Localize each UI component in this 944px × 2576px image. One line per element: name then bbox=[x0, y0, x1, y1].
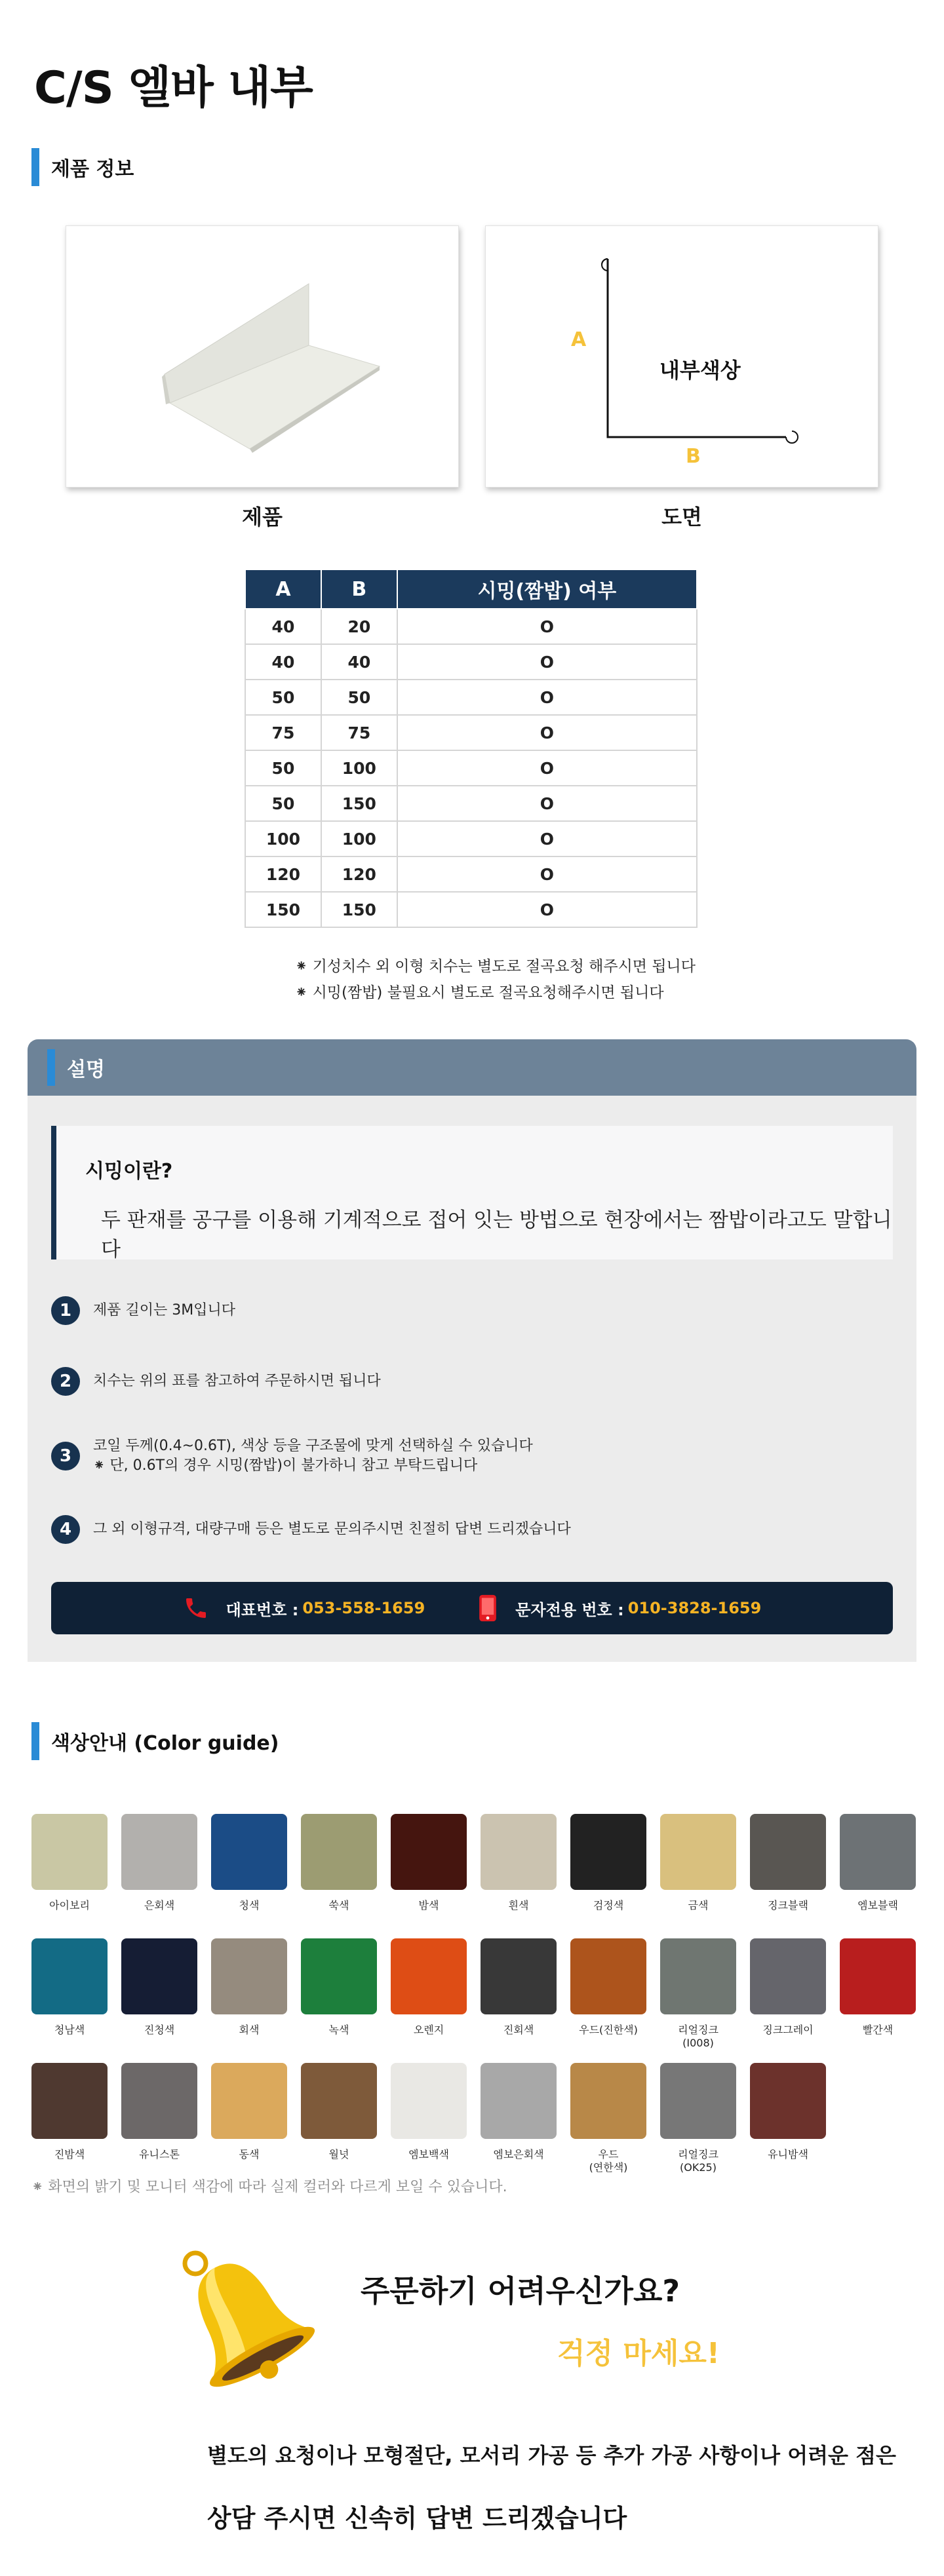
color-swatch-label: 엠보백색 bbox=[408, 2148, 449, 2161]
color-swatch bbox=[31, 1938, 108, 2037]
product-image-card bbox=[66, 225, 459, 488]
color-swatch-label: 동색 bbox=[239, 2148, 260, 2161]
cell-siming: O bbox=[397, 856, 697, 892]
table-row bbox=[245, 892, 697, 927]
color-swatch bbox=[31, 2063, 108, 2161]
color-swatch-chip bbox=[660, 1814, 736, 1890]
cell-siming: O bbox=[397, 609, 697, 644]
section-title: 설명 bbox=[67, 1058, 105, 1081]
color-swatch-label: 밤색 bbox=[418, 1899, 439, 1912]
color-swatch bbox=[481, 1814, 557, 1912]
step-text bbox=[93, 1372, 381, 1391]
color-swatch-label: 검정색 bbox=[593, 1899, 624, 1912]
color-swatch bbox=[481, 1938, 557, 2037]
step-number: 1 bbox=[51, 1296, 80, 1325]
cell-b: 20 bbox=[321, 609, 397, 644]
color-swatch-label: 징크그레이 bbox=[762, 2024, 814, 2036]
cell-a: 150 bbox=[245, 892, 321, 927]
color-swatch-label: 진회색 bbox=[503, 2024, 534, 2036]
drawing-label-b: B bbox=[686, 445, 701, 468]
cta-line-1: 별도의 요청이나 모형절단, 모서리 가공 등 추가 가공 사항이나 어려운 점은 bbox=[207, 2443, 896, 2468]
cta-line-2: 상담 주시면 신속히 답변 드리겠습니다 bbox=[207, 2504, 627, 2533]
color-swatch-chip bbox=[391, 2063, 467, 2139]
section-accent-bar bbox=[47, 1049, 55, 1086]
color-swatch bbox=[211, 1938, 287, 2037]
cell-a: 100 bbox=[245, 821, 321, 856]
cta-question: 주문하기 어려우신가요? bbox=[361, 2273, 680, 2309]
color-swatch-label: 회색 bbox=[239, 2024, 260, 2036]
color-swatch-chip bbox=[660, 1938, 736, 2014]
step-text bbox=[93, 1301, 235, 1320]
color-swatch-chip bbox=[121, 1814, 197, 1890]
cell-b: 150 bbox=[321, 892, 397, 927]
table-row bbox=[245, 609, 697, 644]
product-caption: 제품 bbox=[242, 505, 283, 529]
table-row bbox=[245, 680, 697, 715]
section-accent-bar bbox=[31, 1722, 39, 1760]
cell-a: 120 bbox=[245, 856, 321, 892]
color-swatch bbox=[750, 1814, 826, 1912]
step-text bbox=[93, 1436, 533, 1476]
step-item bbox=[51, 1515, 571, 1544]
contact-bar bbox=[51, 1582, 893, 1634]
color-swatch bbox=[660, 1814, 736, 1912]
step-item bbox=[51, 1367, 381, 1396]
color-swatch-label: 리얼징크 (I008) bbox=[678, 2024, 718, 2049]
color-swatch-label: 유니밤색 bbox=[768, 2148, 808, 2161]
cta-answer: 걱정 마세요! bbox=[557, 2337, 720, 2370]
color-swatch-label: 리얼징크 (OK25) bbox=[678, 2148, 718, 2174]
color-swatch-chip bbox=[121, 2063, 197, 2139]
table-row bbox=[245, 750, 697, 786]
color-swatch-chip bbox=[301, 1814, 377, 1890]
color-swatch-chip bbox=[391, 1938, 467, 2014]
color-swatch-label: 유니스톤 bbox=[139, 2148, 180, 2161]
color-swatch bbox=[121, 1814, 197, 1912]
color-swatch bbox=[840, 1938, 916, 2037]
color-swatch-chip bbox=[481, 1938, 557, 2014]
drawing-caption: 도면 bbox=[661, 505, 702, 529]
cell-b: 75 bbox=[321, 715, 397, 750]
drawing-label-a: A bbox=[571, 328, 587, 351]
color-swatch-chip bbox=[481, 1814, 557, 1890]
cell-b: 100 bbox=[321, 821, 397, 856]
siming-text: 두 판재를 공구를 이용해 기계적으로 접어 잇는 방법으로 현장에서는 짬밥이라고도 말합니다 bbox=[101, 1208, 892, 1261]
cell-siming: O bbox=[397, 715, 697, 750]
contact-sms-value: 010-3828-1659 bbox=[627, 1599, 762, 1617]
color-swatch-chip bbox=[750, 1938, 826, 2014]
section-title: 색상안내 (Color guide) bbox=[51, 1732, 279, 1755]
color-swatch-label: 녹색 bbox=[328, 2024, 349, 2036]
step-text bbox=[93, 1520, 571, 1539]
color-swatch-label: 금색 bbox=[688, 1899, 709, 1912]
color-swatch bbox=[211, 1814, 287, 1912]
section-title: 제품 정보 bbox=[51, 158, 134, 181]
description-header bbox=[28, 1039, 916, 1096]
spec-notes bbox=[295, 953, 696, 1006]
color-swatch-label: 우드 (연한색) bbox=[589, 2148, 628, 2174]
color-swatch-chip bbox=[211, 1814, 287, 1890]
cell-siming: O bbox=[397, 644, 697, 680]
table-row bbox=[245, 715, 697, 750]
color-swatch bbox=[211, 2063, 287, 2161]
color-swatch-label: 우드(진한색) bbox=[579, 2024, 638, 2036]
color-swatch-chip bbox=[660, 2063, 736, 2139]
product-image bbox=[66, 226, 460, 488]
color-swatch-chip bbox=[391, 1814, 467, 1890]
cell-siming: O bbox=[397, 750, 697, 786]
cell-a: 50 bbox=[245, 680, 321, 715]
color-swatch bbox=[750, 2063, 826, 2161]
color-swatch bbox=[301, 2063, 377, 2161]
cell-siming: O bbox=[397, 821, 697, 856]
color-swatch bbox=[750, 1938, 826, 2037]
color-swatch-chip bbox=[211, 2063, 287, 2139]
color-swatch-label: 청남색 bbox=[54, 2024, 85, 2036]
cell-b: 150 bbox=[321, 786, 397, 821]
color-swatch-label: 흰색 bbox=[508, 1899, 529, 1912]
table-row bbox=[245, 644, 697, 680]
color-swatch bbox=[840, 1814, 916, 1912]
color-swatch-chip bbox=[31, 1814, 108, 1890]
color-swatch bbox=[121, 2063, 197, 2161]
page-title: C/S 엘바 내부 bbox=[34, 62, 313, 114]
contact-phone[interactable] bbox=[183, 1595, 425, 1621]
spec-header-a: A bbox=[245, 569, 321, 609]
color-swatch-label: 쑥색 bbox=[328, 1899, 349, 1912]
spec-table-header-row bbox=[245, 569, 697, 609]
color-swatch-label: 진청색 bbox=[144, 2024, 175, 2036]
cell-a: 50 bbox=[245, 786, 321, 821]
color-swatch bbox=[481, 2063, 557, 2161]
step-line: 치수는 위의 표를 참고하여 주문하시면 됩니다 bbox=[93, 1373, 381, 1389]
color-swatch-chip bbox=[121, 1938, 197, 2014]
color-swatch bbox=[301, 1938, 377, 2037]
color-swatch-label: 아이보리 bbox=[49, 1899, 90, 1912]
drawing-card bbox=[485, 225, 878, 488]
spec-note: ⁕ 기성치수 외 이형 치수는 별도로 절곡요청 해주시면 됩니다 bbox=[295, 958, 696, 975]
cell-siming: O bbox=[397, 680, 697, 715]
color-disclaimer: ⁕ 화면의 밝기 및 모니터 색감에 따라 실제 컬러와 다르게 보일 수 있습니다. bbox=[31, 2179, 507, 2195]
mobile-icon bbox=[477, 1594, 498, 1623]
spec-note: ⁕ 시밍(짬밥) 불필요시 별도로 절곡요청해주시면 됩니다 bbox=[295, 984, 664, 1001]
contact-sms[interactable] bbox=[477, 1594, 761, 1623]
color-swatch-chip bbox=[840, 1938, 916, 2014]
color-swatch-chip bbox=[570, 2063, 646, 2139]
cell-b: 100 bbox=[321, 750, 397, 786]
step-number: 4 bbox=[51, 1515, 80, 1544]
color-swatch-label: 진밤색 bbox=[54, 2148, 85, 2161]
color-swatch bbox=[570, 1814, 646, 1912]
spec-table bbox=[245, 569, 698, 928]
step-line: 제품 길이는 3M입니다 bbox=[93, 1302, 235, 1318]
color-swatch-chip bbox=[301, 1938, 377, 2014]
color-swatch-label: 징크블랙 bbox=[768, 1899, 808, 1912]
color-swatch-label: 월넛 bbox=[328, 2148, 349, 2161]
color-swatch-chip bbox=[481, 2063, 557, 2139]
color-swatch-chip bbox=[750, 2063, 826, 2139]
bell-icon bbox=[164, 2241, 321, 2398]
description-panel bbox=[28, 1039, 916, 1662]
color-swatch-chip bbox=[570, 1814, 646, 1890]
color-swatch-label: 엠보은회색 bbox=[493, 2148, 544, 2161]
section-accent-bar bbox=[31, 148, 39, 186]
color-swatch-chip bbox=[301, 2063, 377, 2139]
section-header-product-info bbox=[31, 148, 134, 186]
cell-a: 40 bbox=[245, 609, 321, 644]
color-swatch-chip bbox=[570, 1938, 646, 2014]
contact-phone-label: 대표번호 : bbox=[226, 1600, 299, 1619]
cell-siming: O bbox=[397, 786, 697, 821]
color-swatch-chip bbox=[840, 1814, 916, 1890]
spec-header-siming: 시밍(짬밥) 여부 bbox=[397, 569, 697, 609]
contact-phone-value: 053-558-1659 bbox=[302, 1599, 425, 1617]
spec-header-b: B bbox=[321, 569, 397, 609]
step-item bbox=[51, 1436, 533, 1476]
phone-icon bbox=[183, 1595, 209, 1621]
color-swatch-chip bbox=[31, 2063, 108, 2139]
cell-b: 40 bbox=[321, 644, 397, 680]
table-row bbox=[245, 821, 697, 856]
table-row bbox=[245, 786, 697, 821]
color-swatch bbox=[391, 1938, 467, 2037]
color-swatch-chip bbox=[750, 1814, 826, 1890]
color-swatch-label: 엠보블랙 bbox=[857, 1899, 898, 1912]
step-line: 그 외 이형규격, 대량구매 등은 별도로 문의주시면 친절히 답변 드리겠습니다 bbox=[93, 1521, 571, 1537]
color-swatch-label: 오렌지 bbox=[413, 2024, 444, 2036]
color-swatch-label: 청색 bbox=[239, 1899, 260, 1912]
cell-a: 50 bbox=[245, 750, 321, 786]
color-swatch bbox=[570, 1938, 646, 2037]
color-swatch-label: 빨간색 bbox=[862, 2024, 894, 2036]
color-swatch bbox=[391, 1814, 467, 1912]
drawing-label-inner-color: 내부색상 bbox=[659, 358, 741, 383]
color-swatch bbox=[660, 2063, 736, 2174]
section-header-color-guide bbox=[31, 1722, 279, 1760]
siming-definition-box bbox=[51, 1126, 893, 1259]
cell-siming: O bbox=[397, 892, 697, 927]
color-swatch-chip bbox=[211, 1938, 287, 2014]
contact-sms-label: 문자전용 번호 : bbox=[515, 1600, 624, 1619]
color-swatch bbox=[391, 2063, 467, 2161]
color-swatch-label: 은회색 bbox=[144, 1899, 175, 1912]
color-swatch-chip bbox=[31, 1938, 108, 2014]
table-row bbox=[245, 856, 697, 892]
cell-a: 40 bbox=[245, 644, 321, 680]
color-swatch bbox=[31, 1814, 108, 1912]
siming-title: 시밍이란? bbox=[85, 1160, 173, 1183]
color-swatch bbox=[660, 1938, 736, 2050]
step-line: 코일 두께(0.4~0.6T), 색상 등을 구조물에 맞게 선택하실 수 있습니다 bbox=[93, 1438, 533, 1454]
step-number: 3 bbox=[51, 1442, 80, 1471]
color-swatch bbox=[570, 2063, 646, 2174]
cell-a: 75 bbox=[245, 715, 321, 750]
color-swatch bbox=[301, 1814, 377, 1912]
step-number: 2 bbox=[51, 1367, 80, 1396]
cell-b: 50 bbox=[321, 680, 397, 715]
cell-b: 120 bbox=[321, 856, 397, 892]
step-line: ⁕ 단, 0.6T의 경우 시밍(짬밥)이 불가하니 참고 부탁드립니다 bbox=[93, 1457, 478, 1474]
step-item bbox=[51, 1296, 235, 1325]
color-swatch bbox=[121, 1938, 197, 2037]
